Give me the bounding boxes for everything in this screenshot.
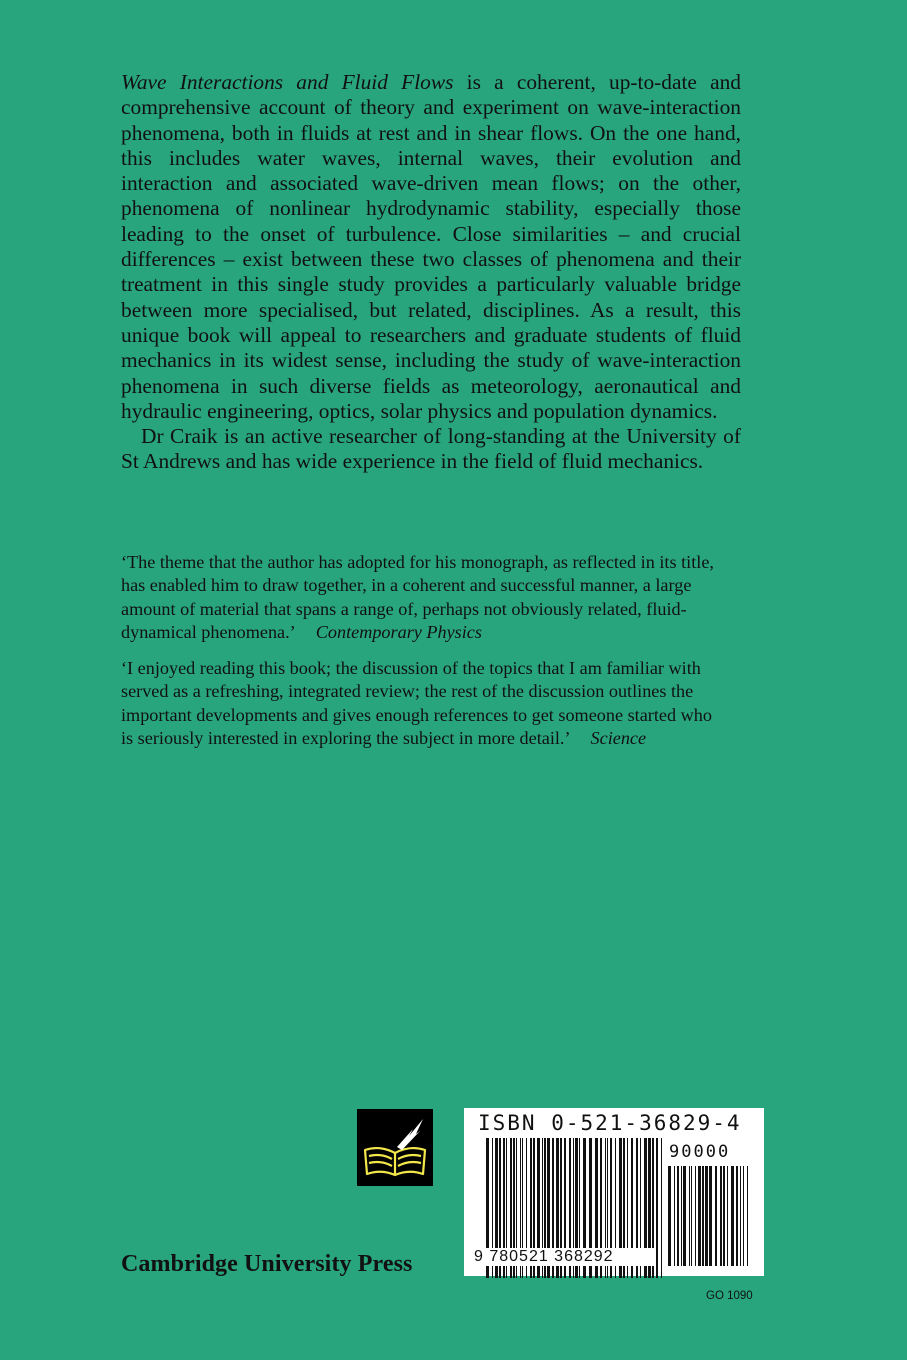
catalog-code: GO 1090: [706, 1290, 753, 1302]
barcode-bar: [674, 1166, 675, 1266]
review-source: Science: [590, 727, 647, 748]
price-barcode: [668, 1166, 748, 1266]
barcode-bar: [743, 1166, 744, 1266]
barcode-bar: [677, 1166, 679, 1266]
barcode-bar: [720, 1166, 722, 1266]
barcode-bar: [731, 1166, 734, 1266]
barcode-bar: [689, 1166, 690, 1266]
barcode-bar: [736, 1166, 738, 1266]
review-quote: [121, 657, 726, 750]
publisher-name: Cambridge University Press: [121, 1251, 413, 1277]
review-text: ‘I enjoyed reading this book; the discussion of the topics that I am familiar with served as a refreshing, integrated review; the rest of the discussion outlines the important developments and gives enough references to get someone started who is seriously interested in exploring the subject in more detail.’: [121, 658, 712, 748]
price-code: 90000: [669, 1142, 731, 1162]
review-source: Contemporary Physics: [315, 621, 482, 642]
barcode-bar: [681, 1166, 682, 1266]
barcode-bar: [747, 1166, 748, 1266]
open-book-lightning-icon: [357, 1109, 433, 1186]
barcode-bar: [723, 1166, 725, 1266]
isbn-barcode-block: [464, 1108, 764, 1276]
barcode-bar: [691, 1166, 692, 1266]
barcode-bar: [705, 1166, 708, 1266]
barcode-bar: [698, 1166, 701, 1266]
description-body: is a coherent, up-to-date and comprehensive account of theory and experiment on wave-interaction phenomena, both in fluids at rest and in shear flows. On the one hand, this includes water waves, internal waves, their evolution and interaction and associated wave-driven mean flows; on the other, phenomena of nonlinear hydrodynamic stability, especially those leading to the onset of turbulence. Close similarities – and crucial differences – exist between these two classes of phenomena and their treatment in this single study provides a particularly valuable bridge between more specialised, but related, disciplines. As a result, this unique book will appeal to researchers and graduate students of fluid mechanics in its widest sense, including the study of wave-interaction phenomena in such diverse fields as meteorology, aeronautical and hydraulic engineering, optics, solar physics and population dynamics.: [121, 70, 741, 423]
barcode-bar: [683, 1166, 686, 1266]
barcode-bar: [695, 1166, 696, 1266]
review-quote: [121, 551, 726, 644]
ean-number: 9 780521 368292: [472, 1248, 654, 1266]
barcode-bar: [740, 1166, 741, 1266]
book-description: [121, 70, 741, 475]
isbn-number: ISBN 0-521-36829-4: [478, 1111, 742, 1135]
barcode-bar: [702, 1166, 704, 1266]
author-bio: Dr Craik is an active researcher of long-standing at the University of St Andrews and has wide experience in the field of fluid mechanics.: [121, 424, 741, 474]
book-title: Wave Interactions and Fluid Flows: [121, 70, 454, 94]
barcode-bar: [709, 1166, 712, 1266]
barcode-bar: [656, 1138, 658, 1278]
description-paragraph: [121, 70, 741, 424]
barcode-bar: [661, 1138, 662, 1278]
publisher-logo: [357, 1109, 433, 1186]
review-text: ‘The theme that the author has adopted for his monograph, as reflected in its title, has enabled him to draw together, in a coherent and successful manner, a large amount of material that spans a range of, perhaps not obviously related, fluid-dynamical phenomena.’: [121, 552, 714, 642]
barcode-bar: [727, 1166, 728, 1266]
barcode-bar: [715, 1166, 717, 1266]
barcode-bar: [668, 1166, 671, 1266]
